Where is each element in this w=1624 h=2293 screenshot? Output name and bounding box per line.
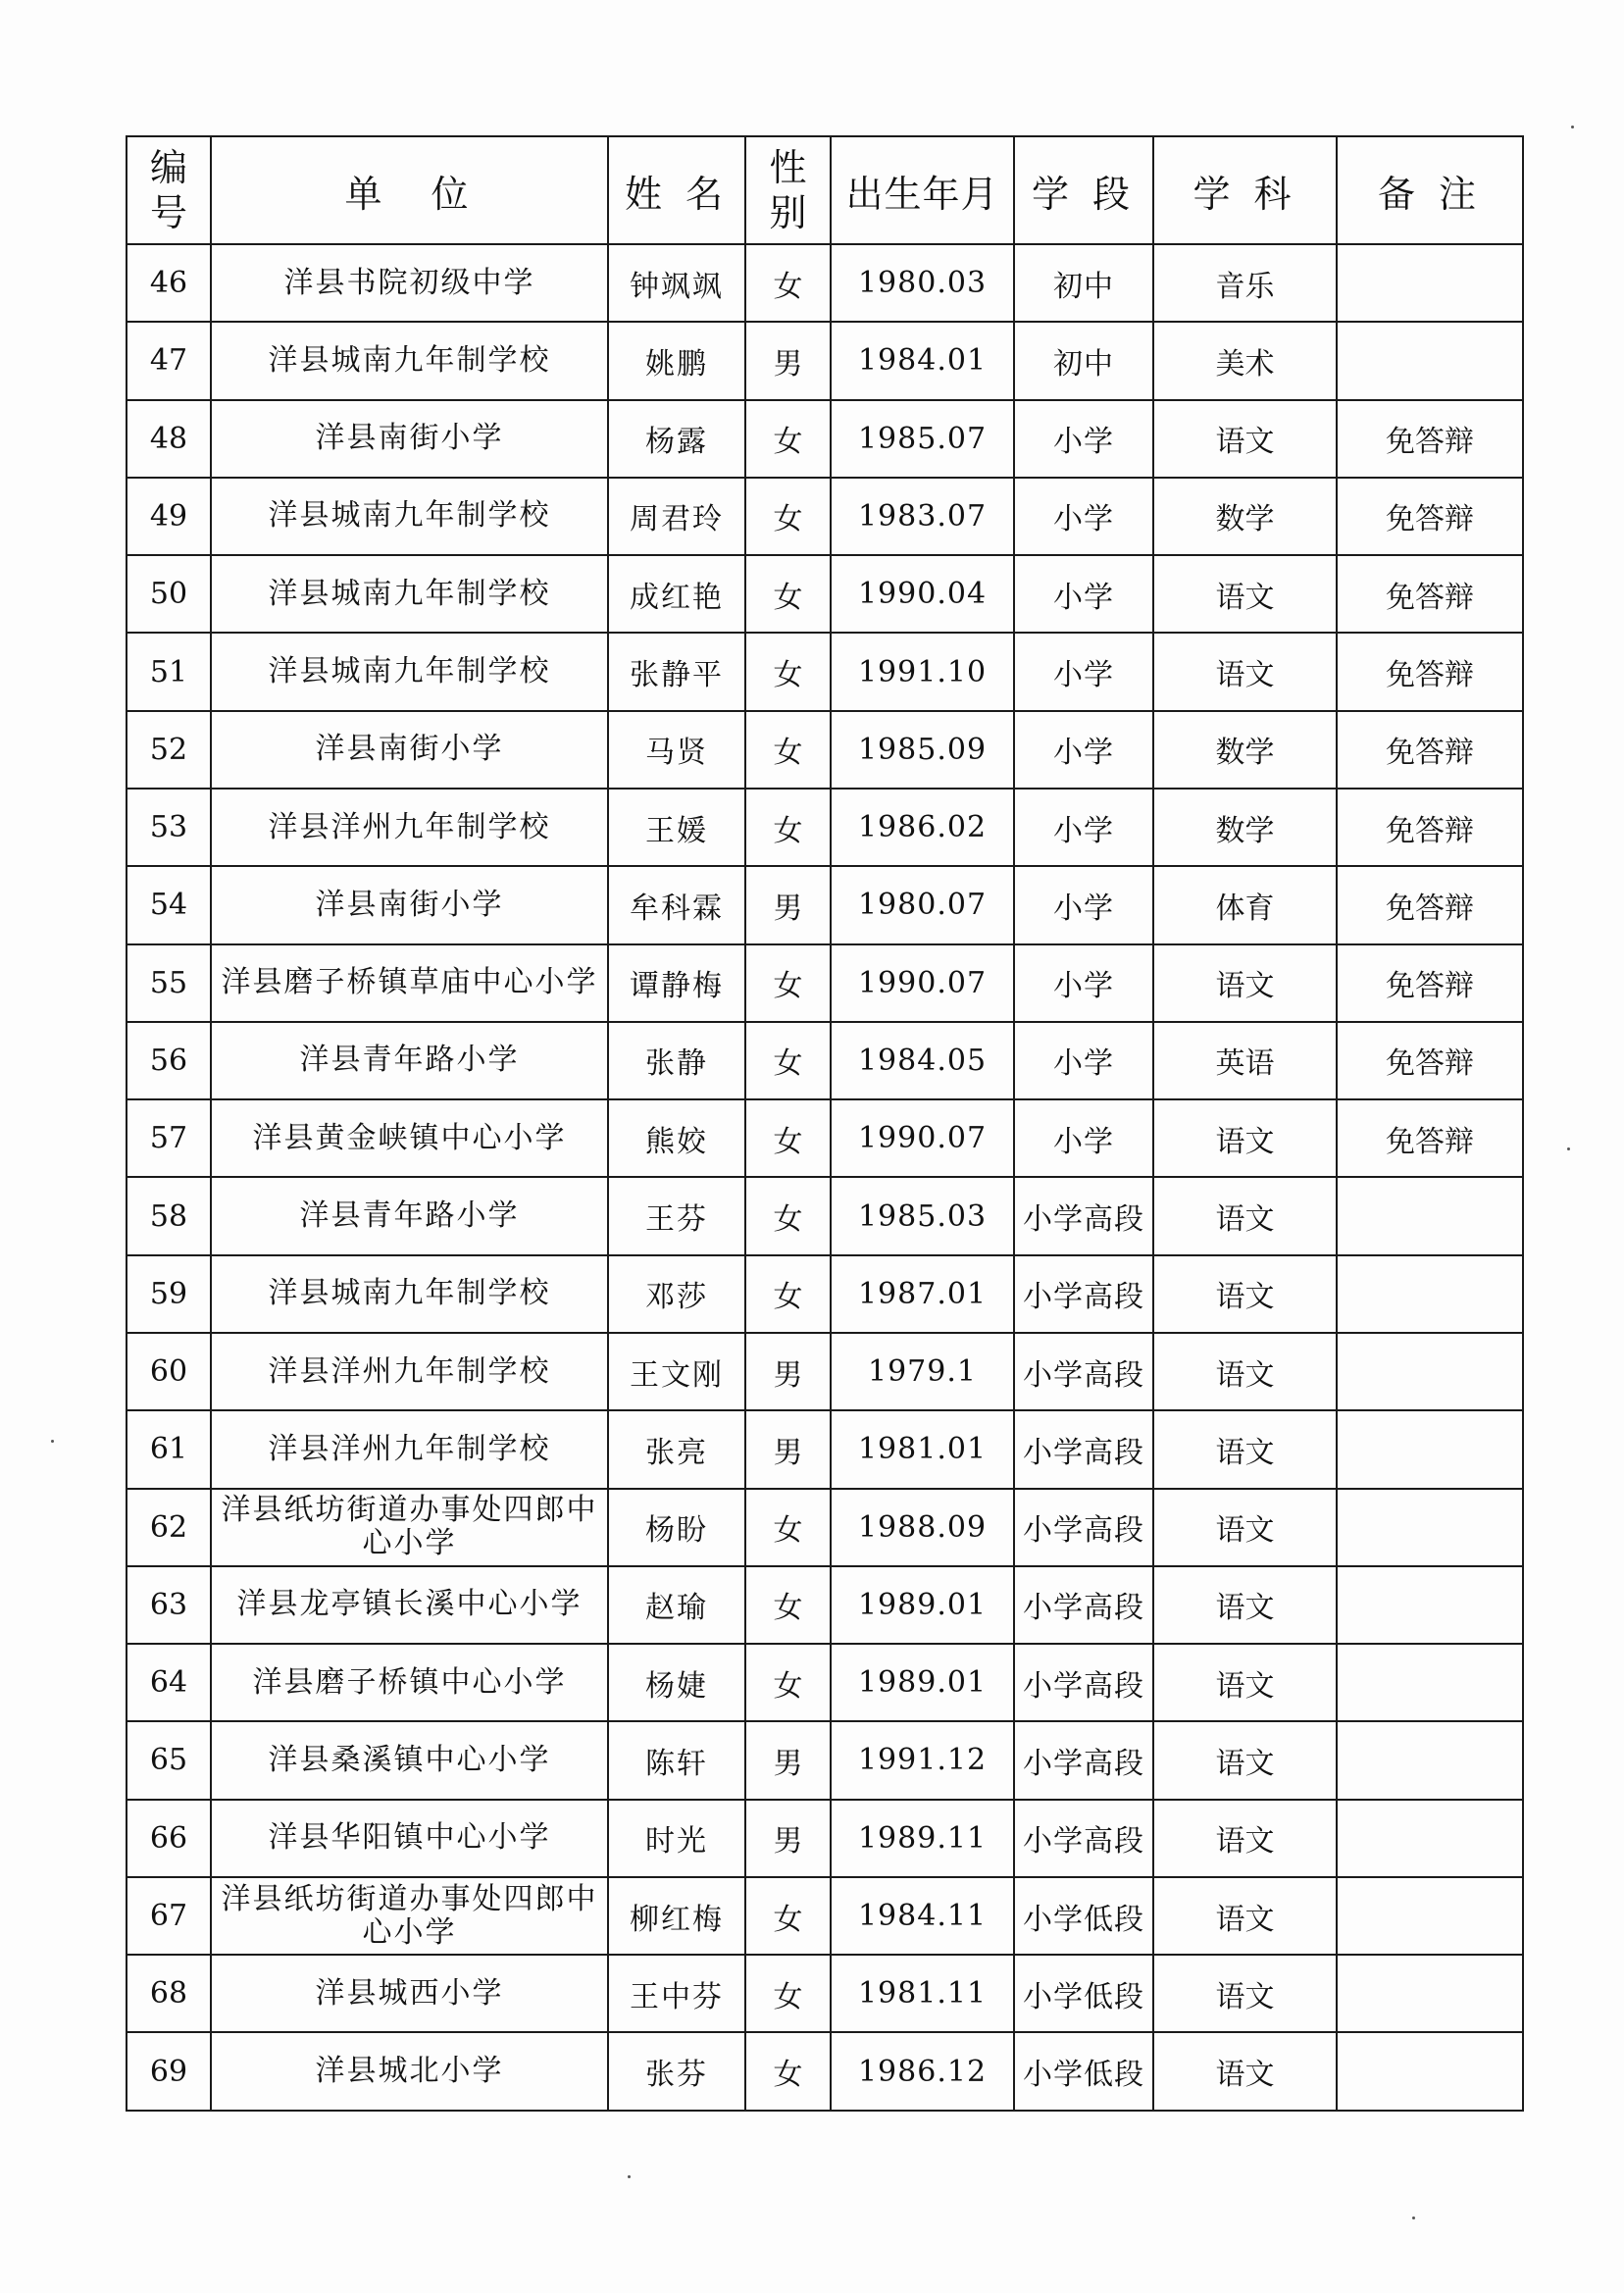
cell-remark: 免答辩 [1337,555,1523,633]
cell-remark: 免答辩 [1337,400,1523,478]
cell-birth: 1981.01 [831,1410,1014,1488]
cell-name: 邓莎 [608,1255,745,1333]
cell-remark: 免答辩 [1337,866,1523,943]
cell-id: 51 [127,633,211,710]
cell-unit: 洋县磨子桥镇草庙中心小学 [211,944,608,1022]
cell-gender: 女 [745,1877,831,1955]
table-row [127,1566,1523,1644]
cell-gender: 女 [745,1955,831,2032]
cell-name: 谭静梅 [608,944,745,1022]
cell-remark: 免答辩 [1337,1022,1523,1099]
cell-stage: 小学低段 [1014,2032,1153,2111]
table-header [127,136,1523,244]
cell-unit: 洋县龙亭镇长溪中心小学 [211,1566,608,1644]
cell-stage: 小学低段 [1014,1877,1153,1955]
cell-gender: 女 [745,1177,831,1254]
cell-unit: 洋县洋州九年制学校 [211,1410,608,1488]
cell-subject: 语文 [1153,1644,1337,1721]
cell-birth: 1981.11 [831,1955,1014,2032]
header-gender [745,136,831,244]
cell-remark [1337,2032,1523,2111]
cell-gender: 女 [745,711,831,789]
table-row [127,1099,1523,1177]
cell-stage: 小学 [1014,633,1153,710]
cell-stage: 小学高段 [1014,1333,1153,1410]
cell-birth: 1990.04 [831,555,1014,633]
cell-subject: 语文 [1153,633,1337,710]
cell-remark [1337,244,1523,322]
cell-birth: 1980.07 [831,866,1014,943]
cell-remark: 免答辩 [1337,633,1523,710]
cell-birth: 1990.07 [831,944,1014,1022]
cell-remark [1337,1644,1523,1721]
cell-unit: 洋县城南九年制学校 [211,1255,608,1333]
cell-remark [1337,1721,1523,1799]
cell-unit: 洋县城南九年制学校 [211,478,608,555]
cell-birth: 1984.01 [831,322,1014,399]
cell-subject: 语文 [1153,400,1337,478]
cell-birth: 1985.07 [831,400,1014,478]
cell-gender: 男 [745,1333,831,1410]
cell-name: 张芬 [608,2032,745,2111]
cell-unit: 洋县纸坊街道办事处四郎中心小学 [211,1489,608,1566]
header-id [127,136,211,244]
cell-remark: 免答辩 [1337,1099,1523,1177]
cell-subject: 语文 [1153,1177,1337,1254]
cell-id: 49 [127,478,211,555]
cell-subject: 音乐 [1153,244,1337,322]
cell-id: 66 [127,1800,211,1877]
cell-remark [1337,1489,1523,1566]
cell-name: 张亮 [608,1410,745,1488]
cell-id: 54 [127,866,211,943]
table-row [127,1721,1523,1799]
cell-name: 张静 [608,1022,745,1099]
cell-subject: 语文 [1153,1489,1337,1566]
cell-name: 杨露 [608,400,745,478]
teacher-roster-table [126,135,1524,2112]
table-body [127,244,1523,2111]
cell-unit: 洋县城南九年制学校 [211,633,608,710]
cell-remark [1337,1566,1523,1644]
table-row [127,1410,1523,1488]
cell-id: 58 [127,1177,211,1254]
cell-subject: 英语 [1153,1022,1337,1099]
cell-subject: 语文 [1153,1721,1337,1799]
cell-remark: 免答辩 [1337,789,1523,866]
cell-id: 48 [127,400,211,478]
cell-gender: 女 [745,789,831,866]
cell-birth: 1989.11 [831,1800,1014,1877]
cell-stage: 小学高段 [1014,1255,1153,1333]
cell-gender: 女 [745,244,831,322]
cell-subject: 语文 [1153,1410,1337,1488]
cell-name: 时光 [608,1800,745,1877]
table-row [127,1877,1523,1955]
table-row [127,1333,1523,1410]
cell-gender: 女 [745,1489,831,1566]
cell-name: 杨婕 [608,1644,745,1721]
cell-name: 周君玲 [608,478,745,555]
cell-birth: 1989.01 [831,1566,1014,1644]
header-birth [831,136,1014,244]
cell-remark [1337,1255,1523,1333]
cell-gender: 女 [745,633,831,710]
header-subject-label: 学 科 [1193,172,1297,216]
cell-stage: 小学 [1014,789,1153,866]
cell-id: 64 [127,1644,211,1721]
cell-gender: 男 [745,1800,831,1877]
cell-stage: 小学高段 [1014,1721,1153,1799]
cell-remark [1337,322,1523,399]
cell-unit: 洋县南街小学 [211,866,608,943]
cell-subject: 语文 [1153,1099,1337,1177]
scan-speck [51,1440,54,1443]
table-row [127,944,1523,1022]
cell-name: 王媛 [608,789,745,866]
header-birth-label: 出生年月 [845,172,999,216]
cell-name: 杨盼 [608,1489,745,1566]
cell-stage: 小学 [1014,555,1153,633]
header-unit-label: 单 位 [344,172,475,216]
cell-stage: 小学高段 [1014,1489,1153,1566]
cell-birth: 1991.12 [831,1721,1014,1799]
cell-subject: 语文 [1153,555,1337,633]
cell-birth: 1988.09 [831,1489,1014,1566]
cell-id: 57 [127,1099,211,1177]
cell-birth: 1986.02 [831,789,1014,866]
header-remark [1337,136,1523,244]
cell-subject: 语文 [1153,2032,1337,2111]
cell-unit: 洋县桑溪镇中心小学 [211,1721,608,1799]
cell-gender: 女 [745,2032,831,2111]
cell-unit: 洋县城南九年制学校 [211,555,608,633]
cell-birth: 1985.09 [831,711,1014,789]
table-row [127,1255,1523,1333]
cell-stage: 小学 [1014,866,1153,943]
cell-subject: 语文 [1153,1566,1337,1644]
scan-speck [1412,2217,1415,2219]
cell-unit: 洋县城西小学 [211,1955,608,2032]
cell-remark [1337,1410,1523,1488]
table-row [127,478,1523,555]
cell-unit: 洋县城北小学 [211,2032,608,2111]
cell-stage: 小学 [1014,400,1153,478]
cell-id: 65 [127,1721,211,1799]
table-row [127,866,1523,943]
cell-stage: 初中 [1014,244,1153,322]
table-row [127,1489,1523,1566]
header-name-label: 姓 名 [624,172,730,216]
cell-gender: 女 [745,478,831,555]
cell-stage: 初中 [1014,322,1153,399]
cell-name: 王文刚 [608,1333,745,1410]
cell-stage: 小学高段 [1014,1800,1153,1877]
table-row [127,633,1523,710]
cell-remark: 免答辩 [1337,944,1523,1022]
cell-birth: 1986.12 [831,2032,1014,2111]
cell-birth: 1984.05 [831,1022,1014,1099]
cell-stage: 小学高段 [1014,1644,1153,1721]
cell-unit: 洋县青年路小学 [211,1022,608,1099]
cell-id: 67 [127,1877,211,1955]
header-row [127,136,1523,244]
cell-remark: 免答辩 [1337,478,1523,555]
cell-id: 46 [127,244,211,322]
cell-name: 赵瑜 [608,1566,745,1644]
cell-name: 牟科霖 [608,866,745,943]
cell-remark [1337,1955,1523,2032]
cell-subject: 语文 [1153,944,1337,1022]
cell-id: 62 [127,1489,211,1566]
cell-unit: 洋县南街小学 [211,400,608,478]
cell-id: 52 [127,711,211,789]
cell-gender: 女 [745,1644,831,1721]
cell-birth: 1984.11 [831,1877,1014,1955]
cell-unit: 洋县纸坊街道办事处四郎中心小学 [211,1877,608,1955]
cell-remark [1337,1333,1523,1410]
cell-unit: 洋县洋州九年制学校 [211,1333,608,1410]
cell-subject: 数学 [1153,478,1337,555]
scan-speck [1571,126,1574,128]
cell-stage: 小学 [1014,1022,1153,1099]
cell-stage: 小学 [1014,478,1153,555]
cell-gender: 女 [745,944,831,1022]
cell-subject: 语文 [1153,1955,1337,2032]
cell-id: 47 [127,322,211,399]
cell-unit: 洋县黄金峡镇中心小学 [211,1099,608,1177]
cell-gender: 女 [745,1099,831,1177]
cell-birth: 1985.03 [831,1177,1014,1254]
cell-remark: 免答辩 [1337,711,1523,789]
table-row [127,2032,1523,2111]
header-id-label: 编 号 [149,146,187,234]
cell-name: 成红艳 [608,555,745,633]
cell-name: 马贤 [608,711,745,789]
cell-unit: 洋县洋州九年制学校 [211,789,608,866]
table-row [127,1177,1523,1254]
scan-speck [1567,1147,1570,1150]
cell-id: 60 [127,1333,211,1410]
table-row [127,1800,1523,1877]
header-gender-label: 性 别 [769,146,807,234]
cell-id: 69 [127,2032,211,2111]
table-row [127,1955,1523,2032]
cell-stage: 小学 [1014,1099,1153,1177]
header-remark-label: 备 注 [1377,172,1483,216]
cell-gender: 女 [745,1566,831,1644]
cell-birth: 1979.1 [831,1333,1014,1410]
header-name [608,136,745,244]
cell-subject: 语文 [1153,1333,1337,1410]
cell-gender: 男 [745,1410,831,1488]
cell-id: 55 [127,944,211,1022]
cell-unit: 洋县磨子桥镇中心小学 [211,1644,608,1721]
cell-gender: 女 [745,1022,831,1099]
cell-gender: 女 [745,1255,831,1333]
table-row [127,789,1523,866]
cell-id: 59 [127,1255,211,1333]
cell-id: 63 [127,1566,211,1644]
cell-birth: 1980.03 [831,244,1014,322]
header-subject [1153,136,1337,244]
cell-subject: 体育 [1153,866,1337,943]
cell-name: 熊姣 [608,1099,745,1177]
cell-gender: 男 [745,1721,831,1799]
cell-id: 50 [127,555,211,633]
table-row [127,1022,1523,1099]
cell-gender: 女 [745,400,831,478]
cell-subject: 数学 [1153,711,1337,789]
cell-remark [1337,1800,1523,1877]
header-unit [211,136,608,244]
cell-birth: 1983.07 [831,478,1014,555]
cell-stage: 小学高段 [1014,1410,1153,1488]
cell-stage: 小学高段 [1014,1566,1153,1644]
scan-speck [628,2175,631,2178]
cell-name: 姚鹏 [608,322,745,399]
cell-birth: 1987.01 [831,1255,1014,1333]
cell-birth: 1989.01 [831,1644,1014,1721]
table-row [127,244,1523,322]
cell-name: 柳红梅 [608,1877,745,1955]
table-row [127,400,1523,478]
cell-birth: 1990.07 [831,1099,1014,1177]
cell-gender: 男 [745,866,831,943]
cell-id: 56 [127,1022,211,1099]
cell-unit: 洋县青年路小学 [211,1177,608,1254]
cell-id: 61 [127,1410,211,1488]
cell-name: 钟飒飒 [608,244,745,322]
cell-subject: 美术 [1153,322,1337,399]
cell-stage: 小学高段 [1014,1177,1153,1254]
cell-id: 68 [127,1955,211,2032]
table-row [127,555,1523,633]
cell-unit: 洋县城南九年制学校 [211,322,608,399]
cell-gender: 女 [745,555,831,633]
cell-name: 陈轩 [608,1721,745,1799]
cell-subject: 语文 [1153,1255,1337,1333]
cell-unit: 洋县华阳镇中心小学 [211,1800,608,1877]
cell-stage: 小学 [1014,944,1153,1022]
cell-id: 53 [127,789,211,866]
cell-subject: 语文 [1153,1800,1337,1877]
table-row [127,1644,1523,1721]
cell-stage: 小学 [1014,711,1153,789]
table-row [127,322,1523,399]
cell-unit: 洋县南街小学 [211,711,608,789]
header-stage [1014,136,1153,244]
cell-name: 张静平 [608,633,745,710]
cell-stage: 小学低段 [1014,1955,1153,2032]
cell-name: 王中芬 [608,1955,745,2032]
cell-name: 王芬 [608,1177,745,1254]
cell-unit: 洋县书院初级中学 [211,244,608,322]
cell-subject: 语文 [1153,1877,1337,1955]
cell-remark [1337,1877,1523,1955]
cell-birth: 1991.10 [831,633,1014,710]
header-stage-label: 学 段 [1031,172,1137,216]
table-row [127,711,1523,789]
cell-gender: 男 [745,322,831,399]
cell-remark [1337,1177,1523,1254]
cell-subject: 数学 [1153,789,1337,866]
